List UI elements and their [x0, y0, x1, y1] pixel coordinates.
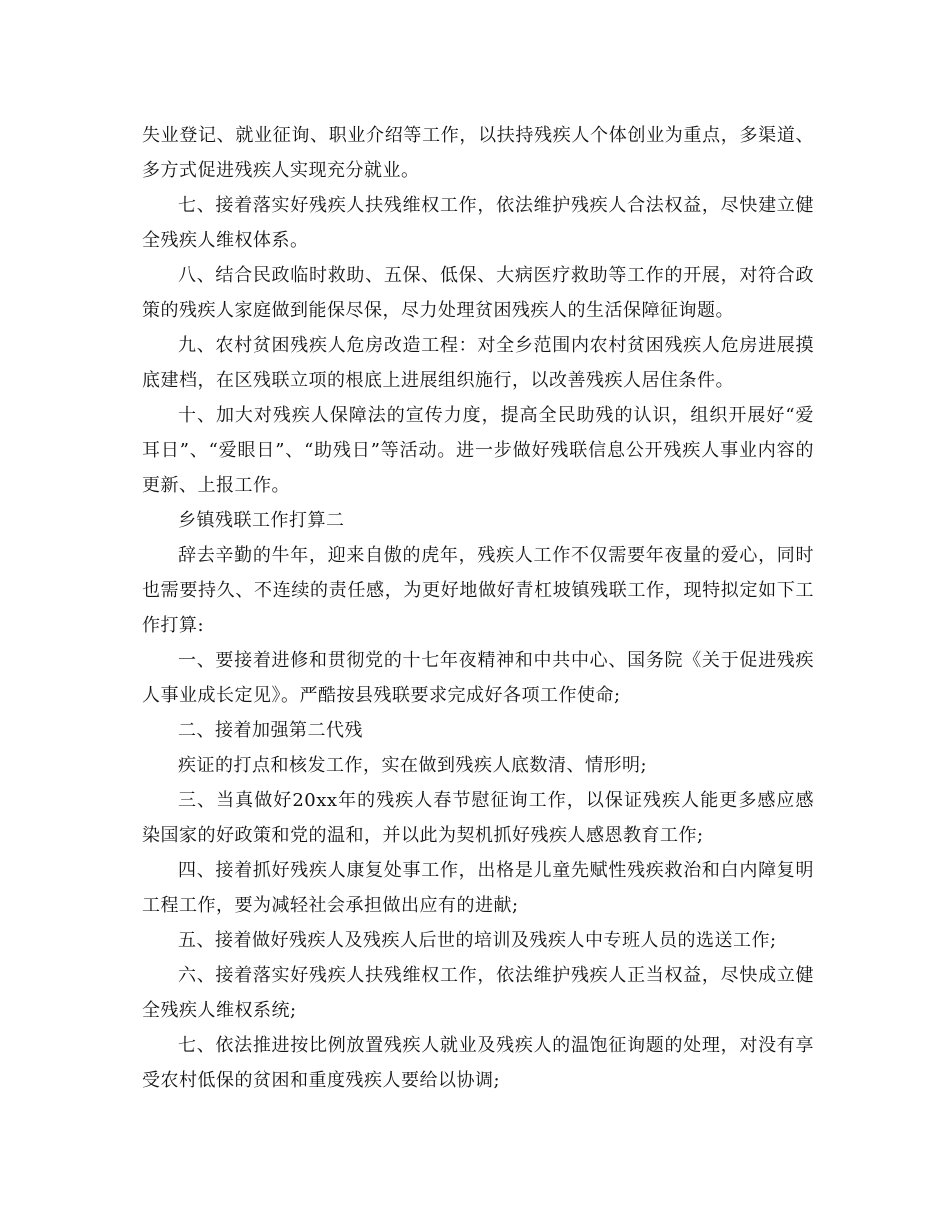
paragraph-plan-item-7: 七、依法推进按比例放置残疾人就业及残疾人的温饱征询题的处理，对没有享受农村低保的贫困和重度残疾人要给以协调; [142, 1035, 814, 1091]
paragraph-item-9-housing: 九、农村贫困残疾人危房改造工程：对全乡范围内农村贫困残疾人危房进展摸底建档，在区残联立项的根底上进展组织施行，以改善残疾人居住条件。 [142, 335, 814, 391]
section-heading-plan-two: 乡镇残联工作打算二 [178, 510, 345, 531]
paragraph-plan-item-6: 六、接着落实好残疾人扶残维权工作，依法维护残疾人正当权益，尽快成立健全残疾人维权系统; [142, 965, 814, 1021]
document-body [142, 118, 814, 1098]
paragraph-item-8-relief: 八、结合民政临时救助、五保、低保、大病医疗救助等工作的开展，对符合政策的残疾人家庭做到能保尽保，尽力处理贫困残疾人的生活保障征询题。 [142, 265, 814, 321]
paragraph-plan-intro: 辞去辛勤的牛年，迎来自傲的虎年，残疾人工作不仅需要年夜量的爱心，同时也需要持久、不连续的责任感，为更好地做好青杠坡镇残联工作，现特拟定如下工作打算: [142, 545, 814, 636]
paragraph-plan-item-2b: 疾证的打点和核发工作，实在做到残疾人底数清、情形明; [178, 755, 648, 776]
paragraph-plan-item-5: 五、接着做好残疾人及残疾人后世的培训及残疾人中专班人员的选送工作; [178, 930, 777, 951]
paragraph-item-10-publicity: 十、加大对残疾人保障法的宣传力度，提高全民助残的认识，组织开展好“爱耳日”、“爱眼日”、“助残日”等活动。进一步做好残联信息公开残疾人事业内容的更新、上报工作。 [142, 405, 814, 496]
paragraph-plan-item-3: 三、当真做好20xx年的残疾人春节慰征询工作，以保证残疾人能更多感应感染国家的好政策和党的温和，并以此为契机抓好残疾人感恩教育工作; [142, 790, 814, 846]
paragraph-employment-continued: 失业登记、就业征询、职业介绍等工作，以扶持残疾人个体创业为重点，多渠道、多方式促进残疾人实现充分就业。 [142, 125, 814, 181]
paragraph-item-7-rights: 七、接着落实好残疾人扶残维权工作，依法维护残疾人合法权益，尽快建立健全残疾人维权体系。 [142, 195, 814, 251]
paragraph-plan-item-1: 一、要接着进修和贯彻党的十七年夜精神和中共中心、国务院《关于促进残疾人事业成长定见》。严酷按县残联要求完成好各项工作使命; [142, 650, 814, 706]
paragraph-plan-item-2a: 二、接着加强第二代残 [178, 720, 363, 741]
paragraph-plan-item-4: 四、接着抓好残疾人康复处事工作，出格是儿童先赋性残疾救治和白内障复明工程工作，要为减轻社会承担做出应有的进献; [142, 860, 814, 916]
